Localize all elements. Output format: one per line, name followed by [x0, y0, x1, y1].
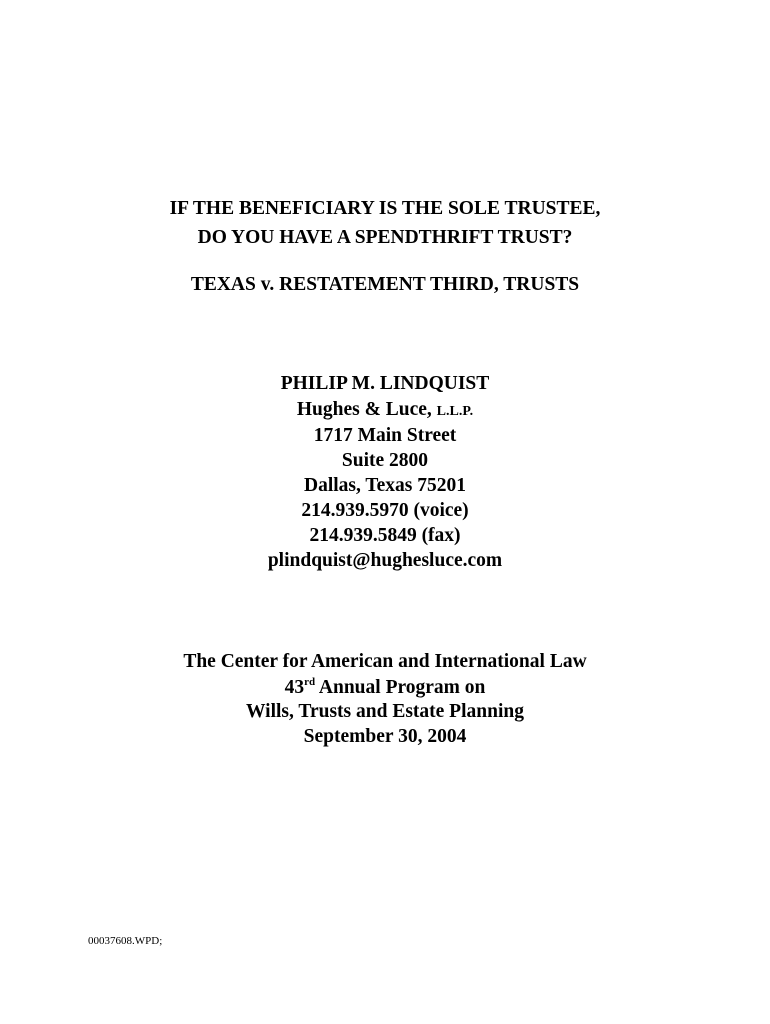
- author-city: Dallas, Texas 75201: [304, 475, 466, 496]
- title-line-1: IF THE BENEFICIARY IS THE SOLE TRUSTEE,: [169, 198, 601, 219]
- author-name: PHILIP M. LINDQUIST: [280, 373, 490, 394]
- title-line-3: TEXAS v. RESTATEMENT THIRD, TRUSTS: [190, 274, 580, 295]
- author-phone: 214.939.5970 (voice): [301, 500, 469, 521]
- author-fax: 214.939.5849 (fax): [309, 525, 461, 546]
- footer-doc-id: 00037608.WPD;: [88, 935, 163, 947]
- event-date: September 30, 2004: [303, 726, 467, 747]
- author-suite: Suite 2800: [341, 450, 429, 471]
- event-number: 43: [284, 677, 305, 698]
- event-ordinal-suffix: rd: [304, 675, 316, 688]
- event-program-label: Annual Program on: [318, 677, 486, 698]
- title-line-2: DO YOU HAVE A SPENDTHRIFT TRUST?: [197, 227, 573, 248]
- author-firm-name: Hughes & Luce,: [296, 399, 432, 420]
- author-email: plindquist@hughesluce.com: [267, 550, 503, 571]
- author-street: 1717 Main Street: [313, 425, 457, 446]
- author-firm-suffix: L.L.P.: [436, 404, 474, 419]
- event-organization: The Center for American and International Law: [183, 651, 587, 672]
- author-firm: [0, 398, 770, 424]
- event-program: [0, 676, 770, 700]
- event-topic: Wills, Trusts and Estate Planning: [246, 701, 524, 722]
